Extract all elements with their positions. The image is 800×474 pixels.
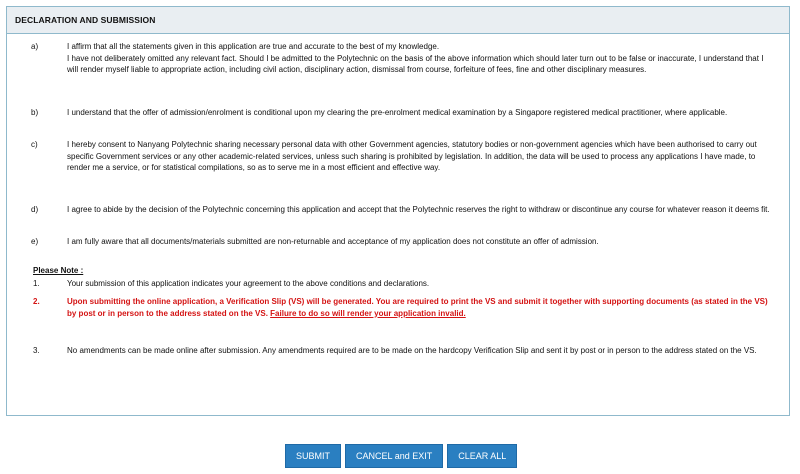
- note-number: 3.: [33, 346, 40, 355]
- item-letter: e): [31, 237, 39, 246]
- declaration-item-e: [31, 236, 773, 248]
- note-number: 2.: [33, 297, 40, 306]
- item-letter: a): [31, 42, 39, 51]
- item-letter: b): [31, 108, 39, 117]
- item-text: I hereby consent to Nanyang Polytechnic sharing necessary personal data with other Government agencies, statutory bodies or non-government agencies which have been authorised to carry out specific Government services or any other academic-related services, unless such sharing is prohibited by legislation. In addition, the data will be used to process any applications I have made, to render me a service, or for statistical compilations, so as to serve me in a most efficient and effective way.: [67, 140, 757, 172]
- item-letter: d): [31, 205, 39, 214]
- note-item-3: [33, 345, 775, 357]
- section-title: DECLARATION AND SUBMISSION: [7, 7, 789, 34]
- note-number: 1.: [33, 279, 40, 288]
- invalid-warning-text: Failure to do so will render your application invalid.: [270, 308, 466, 318]
- note-item-1: [33, 278, 775, 290]
- item-letter: c): [31, 140, 38, 149]
- clear-all-button[interactable]: CLEAR ALL: [447, 444, 517, 468]
- declaration-item-c: [31, 139, 773, 174]
- submit-button[interactable]: SUBMIT: [285, 444, 341, 468]
- item-text: I have not deliberately omitted any relevant fact. Should I be admitted to the Polytechnic on the basis of the above information which should later turn out to be false or inaccurate, I understand that I will render myself liable to appropriate action, including civil action, disciplinary action, dismissal from course, forfeiture of fees, fine and other disciplinary measures.: [67, 53, 764, 74]
- declaration-item-a: [31, 41, 773, 76]
- item-text: I understand that the offer of admission/enrolment is conditional upon my clearing the pre-enrolment medical examination by a Singapore registered medical practitioner, where applicable.: [67, 108, 728, 117]
- action-buttons: [285, 444, 517, 468]
- cancel-exit-button[interactable]: CANCEL and EXIT: [345, 444, 443, 468]
- declaration-panel: [6, 6, 790, 416]
- note-text: No amendments can be made online after submission. Any amendments required are to be made on the hardcopy Verification Slip and sent it by post or in person to the address stated on the VS.: [67, 346, 757, 355]
- item-text: I agree to abide by the decision of the Polytechnic concerning this application and accept that the Polytechnic reserves the right to withdraw or discontinue any course for whatever reason it deems fit.: [67, 205, 770, 214]
- please-note-heading: Please Note :: [33, 266, 84, 275]
- item-text: I affirm that all the statements given in this application are true and accurate to the best of my knowledge.: [67, 42, 440, 51]
- note-text: Upon submitting the online application, a Verification Slip (VS) will be generated. You are required to print the VS and submit it together with supporting documents (as stated in the VS) by post or in person to the address stated on the VS.: [67, 297, 768, 318]
- item-text: I am fully aware that all documents/materials submitted are non-returnable and acceptance of my application does not constitute an offer of admission.: [67, 237, 599, 246]
- note-text: Your submission of this application indicates your agreement to the above conditions and declarations.: [67, 279, 430, 288]
- declaration-item-d: [31, 204, 773, 216]
- declaration-item-b: [31, 107, 773, 119]
- note-item-2: [33, 296, 775, 319]
